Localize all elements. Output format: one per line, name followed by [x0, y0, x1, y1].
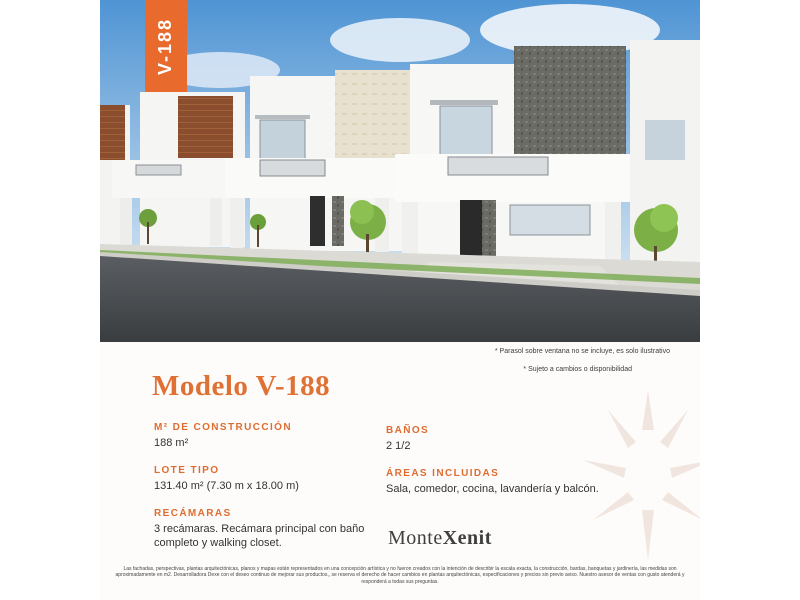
spec-bedrooms-value: 3 recámaras. Recámara principal con baño completo y walking closet.	[154, 523, 365, 549]
page-title: Modelo V-188	[152, 370, 331, 402]
spec-construction-value: 188 m²	[154, 437, 189, 449]
spec-bedrooms-label: RECÁMARAS	[154, 508, 232, 519]
brand-logo-part2: Xenit	[442, 527, 492, 549]
brand-logo	[388, 527, 492, 550]
spec-construction	[154, 422, 292, 450]
spec-areas-label: ÁREAS INCLUIDAS	[386, 468, 500, 479]
spec-lot-label: LOTE TIPO	[154, 465, 220, 476]
house-illustration	[100, 0, 700, 342]
legal-disclaimer: Las fachadas, perspectivas, plantas arquitectónicas, planos y mapas están representados en una concepción artística y no fueron creados con la intención de describir la escala exacta, la construcción, bardas, banquetas y jardinería, las medidas son aproximadamente en m2. Desarrolladora Dexe con el deseo continuo de mejorar sus productos,, se reserva el derecho de hacer cambios en plantas arquitectónicas, especificaciones y precios sin previo aviso. Nuestro asesor de ventas con gusto atenderá y responderá a todas sus preguntas.	[115, 566, 685, 585]
brochure-page	[100, 0, 700, 600]
spec-bathrooms-value: 2 1/2	[386, 440, 411, 452]
spec-bathrooms	[386, 425, 429, 453]
model-tag	[145, 0, 187, 92]
sunburst-decoration-icon	[578, 380, 700, 570]
model-tag-text: V-188	[155, 17, 176, 75]
note-availability: * Sujeto a cambios o disponibilidad	[523, 366, 632, 373]
spec-bedrooms	[154, 508, 384, 550]
spec-areas	[386, 468, 599, 496]
brand-logo-part1: Monte	[388, 527, 443, 549]
house-rendering	[100, 0, 700, 342]
note-parasol: * Parasol sobre ventana no se incluye, es solo ilustrativo	[494, 348, 670, 355]
spec-lot	[154, 465, 299, 493]
spec-construction-label: M² DE CONSTRUCCIÓN	[154, 422, 292, 433]
spec-lot-value: 131.40 m² (7.30 m x 18.00 m)	[154, 480, 299, 492]
spec-areas-value: Sala, comedor, cocina, lavandería y balcón.	[386, 483, 599, 495]
spec-bathrooms-label: BAÑOS	[386, 425, 430, 436]
